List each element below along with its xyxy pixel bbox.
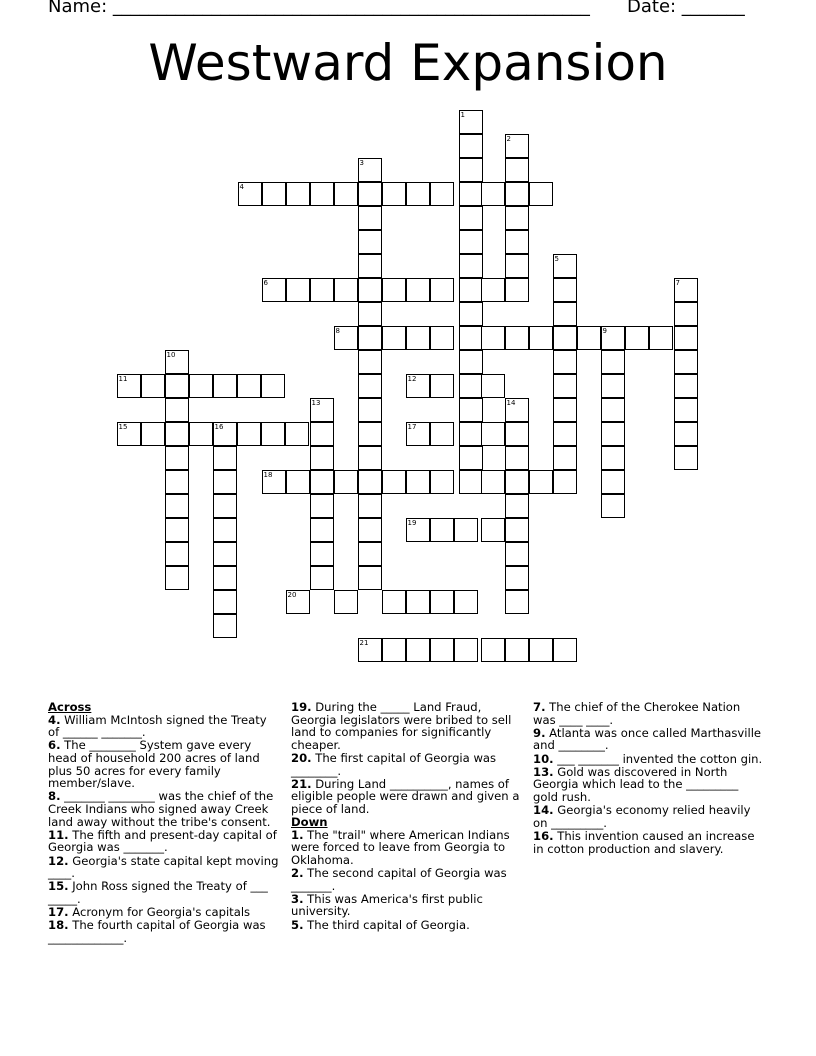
date-label: Date: _______ <box>627 0 745 17</box>
clue-number: 11. <box>48 827 69 842</box>
grid-cell[interactable] <box>505 134 529 158</box>
grid-cell[interactable] <box>459 230 483 254</box>
grid-cell[interactable] <box>334 278 358 302</box>
clue-number: 6. <box>48 738 61 753</box>
grid-cell[interactable] <box>529 182 553 206</box>
grid-cell[interactable] <box>189 422 213 446</box>
grid-cell[interactable] <box>505 542 529 566</box>
grid-cell[interactable] <box>310 398 334 422</box>
clue-number: 6 <box>263 278 268 287</box>
grid-cell[interactable] <box>358 278 382 302</box>
clue-number: 17. <box>48 905 69 920</box>
grid-cell[interactable] <box>454 590 478 614</box>
grid-cell[interactable] <box>310 182 334 206</box>
clue-number: 10. <box>533 751 554 766</box>
grid-cell[interactable] <box>505 398 529 422</box>
grid-cell[interactable] <box>505 254 529 278</box>
grid-cell[interactable] <box>334 590 358 614</box>
clue-text: The first capital of Georgia was ________. <box>291 750 497 778</box>
grid-cell[interactable] <box>459 278 483 302</box>
grid-cell[interactable] <box>430 590 454 614</box>
grid-cell[interactable] <box>553 278 577 302</box>
grid-cell[interactable] <box>459 422 483 446</box>
grid-cell[interactable] <box>601 398 625 422</box>
grid-cell[interactable] <box>454 638 478 662</box>
grid-cell[interactable] <box>505 230 529 254</box>
clue-item <box>291 752 523 777</box>
grid-cell[interactable] <box>601 494 625 518</box>
grid-cell[interactable] <box>310 518 334 542</box>
grid-cell[interactable] <box>165 374 189 398</box>
grid-cell[interactable] <box>406 422 430 446</box>
grid-cell[interactable] <box>213 518 237 542</box>
grid-cell[interactable] <box>165 350 189 374</box>
grid-cell[interactable] <box>213 542 237 566</box>
grid-cell[interactable] <box>553 350 577 374</box>
grid-cell[interactable] <box>406 470 430 494</box>
clue-number: 7. <box>533 700 546 714</box>
clue-text: John Ross signed the Treaty of ___ _____. <box>48 879 268 906</box>
clue-number: 4. <box>48 712 61 727</box>
grid-cell[interactable] <box>262 182 286 206</box>
clue-item <box>291 701 523 751</box>
clue-number: 9 <box>602 326 607 335</box>
grid-cell[interactable] <box>505 638 529 662</box>
clue-text: Atlanta was once called Marthasville and ________. <box>533 725 762 753</box>
clue-number: 2. <box>291 866 304 881</box>
clue-text: This invention caused an increase in cotton production and slavery. <box>533 828 755 856</box>
grid-cell[interactable] <box>553 302 577 326</box>
grid-cell[interactable] <box>358 470 382 494</box>
grid-cell[interactable] <box>165 566 189 590</box>
grid-cell[interactable] <box>165 422 189 446</box>
grid-cell[interactable] <box>165 494 189 518</box>
grid-cell[interactable] <box>674 326 698 350</box>
grid-cell[interactable] <box>310 566 334 590</box>
clue-text: Acronym for Georgia's capitals <box>68 905 251 920</box>
grid-cell[interactable] <box>382 278 406 302</box>
grid-cell[interactable] <box>406 374 430 398</box>
grid-cell[interactable] <box>262 470 286 494</box>
across-clues-list <box>48 714 280 945</box>
grid-cell[interactable] <box>406 326 430 350</box>
clue-item <box>48 855 280 880</box>
grid-cell[interactable] <box>358 182 382 206</box>
clue-number: 17 <box>407 422 417 431</box>
grid-cell[interactable] <box>505 326 529 350</box>
grid-cell[interactable] <box>505 422 529 446</box>
grid-cell[interactable] <box>213 446 237 470</box>
grid-cell[interactable] <box>165 518 189 542</box>
grid-cell[interactable] <box>286 182 310 206</box>
clue-number: 16. <box>533 828 554 843</box>
grid-cell[interactable] <box>553 254 577 278</box>
clue-number: 5 <box>554 254 559 263</box>
down-heading: Down <box>291 815 328 830</box>
grid-cell[interactable] <box>286 470 310 494</box>
clue-number: 12 <box>407 374 417 383</box>
grid-cell[interactable] <box>237 374 261 398</box>
grid-cell[interactable] <box>286 590 310 614</box>
grid-cell[interactable] <box>406 518 430 542</box>
grid-cell[interactable] <box>505 518 529 542</box>
clue-number: 7 <box>675 278 680 287</box>
grid-cell[interactable] <box>430 638 454 662</box>
clue-number: 14. <box>533 803 554 818</box>
name-label: Name: _____________________________________________________ <box>48 0 590 17</box>
grid-cell[interactable] <box>310 470 334 494</box>
clue-number: 13 <box>311 398 321 407</box>
across-heading: Across <box>48 700 92 714</box>
grid-cell[interactable] <box>286 278 310 302</box>
down-clues-list-continued <box>533 701 765 855</box>
grid-cell[interactable] <box>430 518 454 542</box>
grid-cell[interactable] <box>358 158 382 182</box>
clue-item <box>291 778 523 816</box>
clue-text: During the _____ Land Fraud, Georgia legislators were bribed to sell land to companies for significantly cheaper. <box>291 700 512 752</box>
grid-cell[interactable] <box>505 470 529 494</box>
grid-cell[interactable] <box>358 374 382 398</box>
clue-number: 16 <box>214 422 224 431</box>
grid-cell[interactable] <box>358 638 382 662</box>
grid-cell[interactable] <box>334 470 358 494</box>
grid-cell[interactable] <box>406 278 430 302</box>
clue-number: 3. <box>291 891 304 906</box>
clue-number: 19 <box>407 518 417 527</box>
grid-cell[interactable] <box>529 470 553 494</box>
grid-cell[interactable] <box>358 302 382 326</box>
grid-cell[interactable] <box>601 374 625 398</box>
grid-cell[interactable] <box>553 422 577 446</box>
grid-cell[interactable] <box>262 278 286 302</box>
clue-text: ___ _______ invented the cotton gin. <box>553 751 763 766</box>
page-title: Westward Expansion <box>148 34 668 92</box>
grid-cell[interactable] <box>358 230 382 254</box>
clue-number: 15 <box>118 422 128 431</box>
grid-cell[interactable] <box>358 350 382 374</box>
grid-cell[interactable] <box>481 278 505 302</box>
clue-number: 5. <box>291 917 304 932</box>
clue-number: 8 <box>335 326 340 335</box>
grid-cell[interactable] <box>674 446 698 470</box>
clue-number: 21 <box>359 638 369 647</box>
clue-item <box>291 893 523 918</box>
grid-cell[interactable] <box>382 326 406 350</box>
clue-number: 20. <box>291 750 312 765</box>
grid-cell[interactable] <box>459 326 483 350</box>
grid-cell[interactable] <box>674 374 698 398</box>
grid-cell[interactable] <box>358 206 382 230</box>
grid-cell[interactable] <box>117 422 141 446</box>
grid-cell[interactable] <box>505 182 529 206</box>
grid-cell[interactable] <box>430 326 454 350</box>
grid-cell[interactable] <box>117 374 141 398</box>
grid-cell[interactable] <box>358 542 382 566</box>
grid-cell[interactable] <box>358 494 382 518</box>
grid-cell[interactable] <box>382 590 406 614</box>
grid-cell[interactable] <box>430 422 454 446</box>
clue-number: 1 <box>460 110 465 119</box>
grid-cell[interactable] <box>505 206 529 230</box>
grid-cell[interactable] <box>165 470 189 494</box>
grid-cell[interactable] <box>459 446 483 470</box>
grid-cell[interactable] <box>505 590 529 614</box>
clue-item <box>533 701 765 726</box>
grid-cell[interactable] <box>358 254 382 278</box>
clue-text: The fifth and present-day capital of Georgia was _______. <box>48 827 277 855</box>
clue-number: 9. <box>533 725 546 740</box>
grid-cell[interactable] <box>481 422 505 446</box>
grid-cell[interactable] <box>189 374 213 398</box>
clue-item <box>48 880 280 905</box>
clue-text: During Land __________, names of eligible people were drawn and given a piece of land. <box>291 776 520 816</box>
grid-cell[interactable] <box>430 374 454 398</box>
grid-cell[interactable] <box>553 638 577 662</box>
grid-cell[interactable] <box>674 302 698 326</box>
grid-cell[interactable] <box>601 326 625 350</box>
clue-item <box>533 804 765 829</box>
grid-cell[interactable] <box>649 326 673 350</box>
grid-cell[interactable] <box>674 278 698 302</box>
grid-cell[interactable] <box>529 326 553 350</box>
grid-cell[interactable] <box>459 302 483 326</box>
clue-item <box>533 727 765 752</box>
grid-cell[interactable] <box>358 518 382 542</box>
clue-item <box>291 867 523 892</box>
grid-cell[interactable] <box>358 398 382 422</box>
clue-column-1 <box>48 701 280 945</box>
grid-cell[interactable] <box>601 470 625 494</box>
grid-cell[interactable] <box>213 614 237 638</box>
grid-cell[interactable] <box>430 470 454 494</box>
clue-number: 20 <box>287 590 297 599</box>
grid-cell[interactable] <box>601 350 625 374</box>
grid-cell[interactable] <box>674 398 698 422</box>
grid-cell[interactable] <box>406 182 430 206</box>
clue-text: The "trail" where American Indians were forced to leave from Georgia to Oklahoma. <box>291 827 510 867</box>
grid-cell[interactable] <box>213 422 237 446</box>
grid-cell[interactable] <box>430 182 454 206</box>
grid-cell[interactable] <box>382 470 406 494</box>
grid-cell[interactable] <box>481 638 505 662</box>
clue-text: Gold was discovered in North Georgia which lead to the _________ gold rush. <box>533 764 739 804</box>
clue-number: 15. <box>48 879 69 894</box>
grid-cell[interactable] <box>261 374 285 398</box>
clue-item <box>48 790 280 828</box>
grid-cell[interactable] <box>310 422 334 446</box>
grid-cell[interactable] <box>459 350 483 374</box>
grid-cell[interactable] <box>553 374 577 398</box>
grid-cell[interactable] <box>261 422 285 446</box>
clue-number: 18 <box>263 470 273 479</box>
grid-cell[interactable] <box>505 158 529 182</box>
clue-item <box>291 919 523 932</box>
clue-text: The ________ System gave every head of household 200 acres of land plus 50 acres for every family member/slave. <box>48 738 260 791</box>
grid-cell[interactable] <box>358 326 382 350</box>
grid-cell[interactable] <box>310 542 334 566</box>
clue-text: William McIntosh signed the Treaty of ______ _______. <box>48 712 267 740</box>
clue-text: The chief of the Cherokee Nation was ____ ____. <box>533 700 741 727</box>
clue-number: 11 <box>118 374 128 383</box>
grid-cell[interactable] <box>285 422 309 446</box>
grid-cell[interactable] <box>165 542 189 566</box>
clue-number: 10 <box>166 350 176 359</box>
grid-cell[interactable] <box>165 398 189 422</box>
grid-cell[interactable] <box>529 638 553 662</box>
grid-cell[interactable] <box>459 374 483 398</box>
clue-number: 8. <box>48 789 61 804</box>
grid-cell[interactable] <box>358 566 382 590</box>
grid-cell[interactable] <box>459 206 483 230</box>
clue-text: Georgia's economy relied heavily on _________. <box>533 803 751 830</box>
grid-cell[interactable] <box>553 470 577 494</box>
grid-cell[interactable] <box>459 470 483 494</box>
clue-column-3 <box>533 701 765 856</box>
grid-cell[interactable] <box>553 398 577 422</box>
grid-cell[interactable] <box>406 590 430 614</box>
grid-cell[interactable] <box>553 326 577 350</box>
grid-cell[interactable] <box>141 422 165 446</box>
grid-cell[interactable] <box>481 470 505 494</box>
grid-cell[interactable] <box>459 182 483 206</box>
grid-cell[interactable] <box>238 182 262 206</box>
grid-cell[interactable] <box>310 446 334 470</box>
grid-cell[interactable] <box>505 566 529 590</box>
clue-column-2 <box>291 701 523 932</box>
grid-cell[interactable] <box>481 182 505 206</box>
grid-cell[interactable] <box>334 182 358 206</box>
grid-cell[interactable] <box>601 446 625 470</box>
clue-item <box>48 919 280 944</box>
grid-cell[interactable] <box>459 134 483 158</box>
clue-number: 18. <box>48 918 69 933</box>
clue-text: The fourth capital of Georgia was _____________. <box>48 918 266 945</box>
grid-cell[interactable] <box>213 590 237 614</box>
grid-cell[interactable] <box>553 446 577 470</box>
grid-cell[interactable] <box>382 638 406 662</box>
grid-cell[interactable] <box>237 422 261 446</box>
clue-number: 3 <box>359 158 364 167</box>
across-clues-list-continued <box>291 701 523 816</box>
grid-cell[interactable] <box>213 566 237 590</box>
clue-number: 21. <box>291 776 312 791</box>
grid-cell[interactable] <box>674 422 698 446</box>
grid-cell[interactable] <box>459 254 483 278</box>
clue-item <box>48 829 280 854</box>
grid-cell[interactable] <box>481 374 505 398</box>
clue-item <box>533 766 765 804</box>
grid-cell[interactable] <box>481 518 505 542</box>
grid-cell[interactable] <box>165 446 189 470</box>
grid-cell[interactable] <box>459 398 483 422</box>
grid-cell[interactable] <box>674 350 698 374</box>
down-clues-list <box>291 829 523 932</box>
grid-cell[interactable] <box>577 326 601 350</box>
grid-cell[interactable] <box>141 374 165 398</box>
grid-cell[interactable] <box>481 326 505 350</box>
clue-item <box>48 906 280 919</box>
clue-number: 19. <box>291 700 312 714</box>
clue-item <box>48 739 280 789</box>
grid-cell[interactable] <box>310 278 334 302</box>
grid-cell[interactable] <box>459 110 483 134</box>
grid-cell[interactable] <box>505 446 529 470</box>
grid-cell[interactable] <box>310 494 334 518</box>
clue-number: 1. <box>291 827 304 842</box>
clue-text: This was America's first public university. <box>291 891 483 919</box>
clue-text: The second capital of Georgia was _______. <box>291 866 507 893</box>
grid-cell[interactable] <box>358 422 382 446</box>
clue-number: 14 <box>506 398 516 407</box>
clue-text: Georgia's state capital kept moving ____. <box>48 853 279 881</box>
grid-cell[interactable] <box>625 326 649 350</box>
clue-text: The third capital of Georgia. <box>303 917 470 932</box>
clue-item <box>48 714 280 739</box>
grid-cell[interactable] <box>382 182 406 206</box>
grid-cell[interactable] <box>459 158 483 182</box>
grid-cell[interactable] <box>505 278 529 302</box>
clue-number: 12. <box>48 853 69 868</box>
grid-cell[interactable] <box>358 446 382 470</box>
grid-cell[interactable] <box>213 470 237 494</box>
clue-number: 13. <box>533 764 554 779</box>
clue-item <box>291 829 523 867</box>
grid-cell[interactable] <box>334 326 358 350</box>
grid-cell[interactable] <box>505 494 529 518</box>
clue-text: _______ ________ was the chief of the Creek Indians who signed away Creek land away without the tribe's consent. <box>48 789 274 829</box>
clue-item <box>533 830 765 855</box>
clue-number: 2 <box>506 134 511 143</box>
grid-cell[interactable] <box>213 494 237 518</box>
grid-cell[interactable] <box>213 374 237 398</box>
grid-cell[interactable] <box>601 422 625 446</box>
clue-number: 4 <box>239 182 244 191</box>
clue-item <box>533 753 765 766</box>
grid-cell[interactable] <box>454 518 478 542</box>
grid-cell[interactable] <box>406 638 430 662</box>
grid-cell[interactable] <box>430 278 454 302</box>
